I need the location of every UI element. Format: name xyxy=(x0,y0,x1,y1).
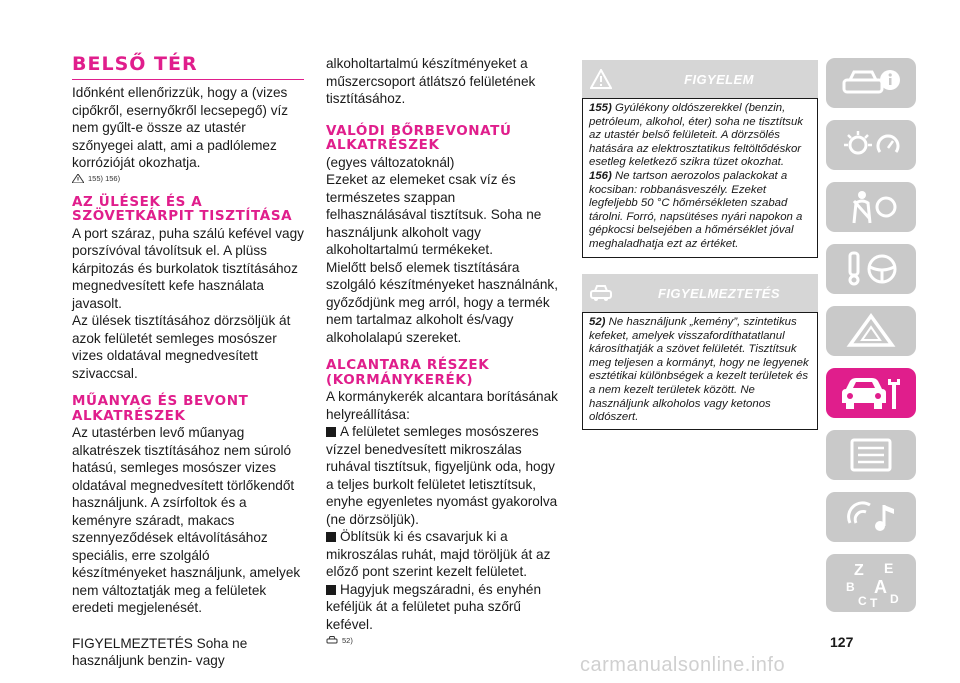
warning-triangle-icon xyxy=(840,313,902,349)
section-heading-plastic: MŰANYAG ÉS BEVONT ALKATRÉSZEK xyxy=(72,393,249,424)
bullet-square-icon xyxy=(326,532,336,542)
svg-text:E: E xyxy=(884,560,894,576)
plastic-paragraph-1: Az utastérben levő műanyag alkatrészek tisztításához nem súroló hatású, semleges mosószer vizes oldatával megnedvesített törlőkendőt használjunk. A zsírfoltok és a keményre száradt, makacs szennyeződések eltávolításához speciális, erre szolgáló készítményeket használjunk, amelyek nem változtatják meg a felületek eredeti megjelenését. xyxy=(72,425,301,615)
warning-box-body xyxy=(582,98,818,258)
bullet-text-1: A felületet semleges mosószeres vízzel benedvesített mikroszálas ruhával tisztítsuk, figyeljünk oda, hogy a teljes burkolt felületet letisztítsuk, enyhe egyenletes nyomást gyakorolva (ne dörzsöljük). xyxy=(326,424,558,527)
svg-text:B: B xyxy=(846,580,855,594)
tab-specifications[interactable] xyxy=(826,430,916,480)
leather-subtitle: (egyes változatoknál) xyxy=(326,154,455,170)
tab-safety[interactable] xyxy=(826,182,916,232)
column-1 xyxy=(72,84,304,670)
specs-list-icon xyxy=(840,437,902,473)
leather-paragraph-1: Ezeket az elemeket csak víz és természetes szappan felhasználásával tisztítsuk. Soha ne használjunk alkoholt vagy alkoholtartalmú termékeket. xyxy=(326,172,542,257)
tab-multimedia[interactable] xyxy=(826,492,916,542)
column-3 xyxy=(582,60,818,430)
warning-156 xyxy=(589,170,811,252)
caution-52 xyxy=(589,316,811,425)
tab-maintenance-active[interactable] xyxy=(826,368,916,418)
bullet-square-icon xyxy=(326,585,336,595)
bullet-item-2 xyxy=(326,528,558,581)
caution-reference xyxy=(326,635,558,645)
dashboard-lights-icon xyxy=(840,128,902,162)
svg-text:D: D xyxy=(890,592,899,606)
section-heading-alcantara: ALCANTARA RÉSZEK (KORMÁNYKERÉK) xyxy=(326,357,490,388)
warning-155-text: Gyúlékony oldószerekkel (benzin, petróleum, alkohol, éter) soha ne tisztítsuk az utastér belső felületeit. A dörzsölés hatására az elektrosztatikus feltöltődéskor esetleg keletkező szikra tüzet okozhat. xyxy=(589,102,803,169)
svg-text:A: A xyxy=(874,577,887,597)
caution-52-number: 52) xyxy=(589,316,606,328)
caution-label: FIGYELMEZTETÉS xyxy=(658,285,780,301)
page-title: BELSŐ TÉR xyxy=(72,53,304,80)
car-wrench-icon xyxy=(838,375,904,411)
warning-triangle-icon xyxy=(72,174,84,183)
continued-paragraph: alkoholtartalmú készítményeket a műszercsoport átlátszó felületének tisztításához. xyxy=(326,56,536,106)
section-heading-seats: AZ ÜLÉSEK ÉS A SZÖVETKÁRPIT TISZTÍTÁSA xyxy=(72,193,293,224)
plastic-paragraph-2: FIGYELMEZTETÉS Soha ne használjunk benzin- vagy xyxy=(72,635,248,668)
car-info-icon xyxy=(840,66,902,100)
car-caution-icon xyxy=(326,635,338,645)
intro-paragraph: Időnként ellenőrizzük, hogy a (vizes cipőkről, esernyőkről lecsepegő) víz nem gyűlt-e össze az utastér szőnyegei alatt, ami a padlólemez korrózióját okozhatja. xyxy=(72,85,289,170)
alcantara-paragraph: A kormánykerék alcantara borításának helyreállítása: xyxy=(326,389,558,422)
tab-starting-driving[interactable] xyxy=(826,244,916,294)
bullet-text-3: Hagyjuk megszáradni, és enyhén keféljük át a felületet puha szőrű kefével. xyxy=(326,581,541,632)
tab-dashboard[interactable] xyxy=(826,120,916,170)
warning-label: FIGYELEM xyxy=(684,71,754,87)
key-steering-icon xyxy=(840,251,902,287)
warning-references xyxy=(72,174,304,183)
warning-155 xyxy=(589,102,811,170)
leather-paragraph-2: Mielőtt belső elemek tisztítására szolgáló készítményeket használnánk, győződjünk meg arról, hogy a termék nem tartalmaz alkoholt és/vagy alkoholalapú szereket. xyxy=(326,259,558,345)
caution-box-body xyxy=(582,312,818,430)
bullet-item-1 xyxy=(326,423,558,528)
caution-52-text: Ne használjunk „kemény”, szintetikus kefeket, amelyek visszafordíthatatlanul károsíthatják a szövet felületét. Tisztítsuk meg teljesen a kormányt, hogy ne legyenek esztétikai különbségek a kezelt területek és a nem kezelt területek között. Ne használjunk alkoholos vagy ketonos oldószert. xyxy=(589,316,809,424)
svg-text:T: T xyxy=(870,596,878,609)
warning-156-text: Ne tartson aerozolos palackokat a kocsiban: robbanásveszély. Ezeket legfeljebb 50 °C hőmérsékleten szabad tárolni. Forró, napsütéses nyári napokon a gépkocsi belsejében a hőmérséklet jóval meghaladhatja ezt az értéket. xyxy=(589,169,803,250)
seats-paragraph-2: Az ülések tisztításához dörzsöljük át azok felületét semleges mosószer vizes oldatával megnedvesített szivaccsal. xyxy=(72,313,291,381)
page-number: 127 xyxy=(830,634,854,650)
car-caution-icon xyxy=(582,274,620,312)
bullet-text-2: Öblítsük ki és csavarjuk ki a mikroszálas ruhát, majd töröljük át az előző pont szerint kezelt felületet. xyxy=(326,529,551,579)
seats-paragraph-1: A port száraz, puha szálú kefével vagy porszívóval távolítsuk el. A plüss kárpitozás és burkolatok tisztításához megnedvesített kefe használata javasolt. xyxy=(72,225,304,311)
warning-triangle-icon xyxy=(582,60,620,98)
seatbelt-airbag-icon xyxy=(840,189,902,225)
bullet-item-3 xyxy=(326,581,558,634)
column-2 xyxy=(326,55,558,645)
watermark: carmanualsonline.info xyxy=(580,654,786,676)
svg-text:C: C xyxy=(858,594,867,608)
tab-emergency[interactable] xyxy=(826,306,916,356)
warning-155-number: 155) xyxy=(589,102,612,114)
multimedia-icon xyxy=(840,499,902,535)
tab-car-info[interactable] xyxy=(826,58,916,108)
caution-box-header xyxy=(582,274,818,312)
references-text: 155) 156) xyxy=(88,173,121,183)
caution-ref-text: 52) xyxy=(342,635,353,645)
tab-index[interactable] xyxy=(826,554,916,612)
bullet-square-icon xyxy=(326,427,336,437)
section-heading-leather: VALÓDI BŐRBEVONATÚ ALKATRÉSZEK xyxy=(326,122,512,153)
svg-text:Z: Z xyxy=(854,562,864,579)
alphabet-index-icon xyxy=(836,557,906,609)
warning-box-header xyxy=(582,60,818,98)
warning-156-number: 156) xyxy=(589,169,612,182)
